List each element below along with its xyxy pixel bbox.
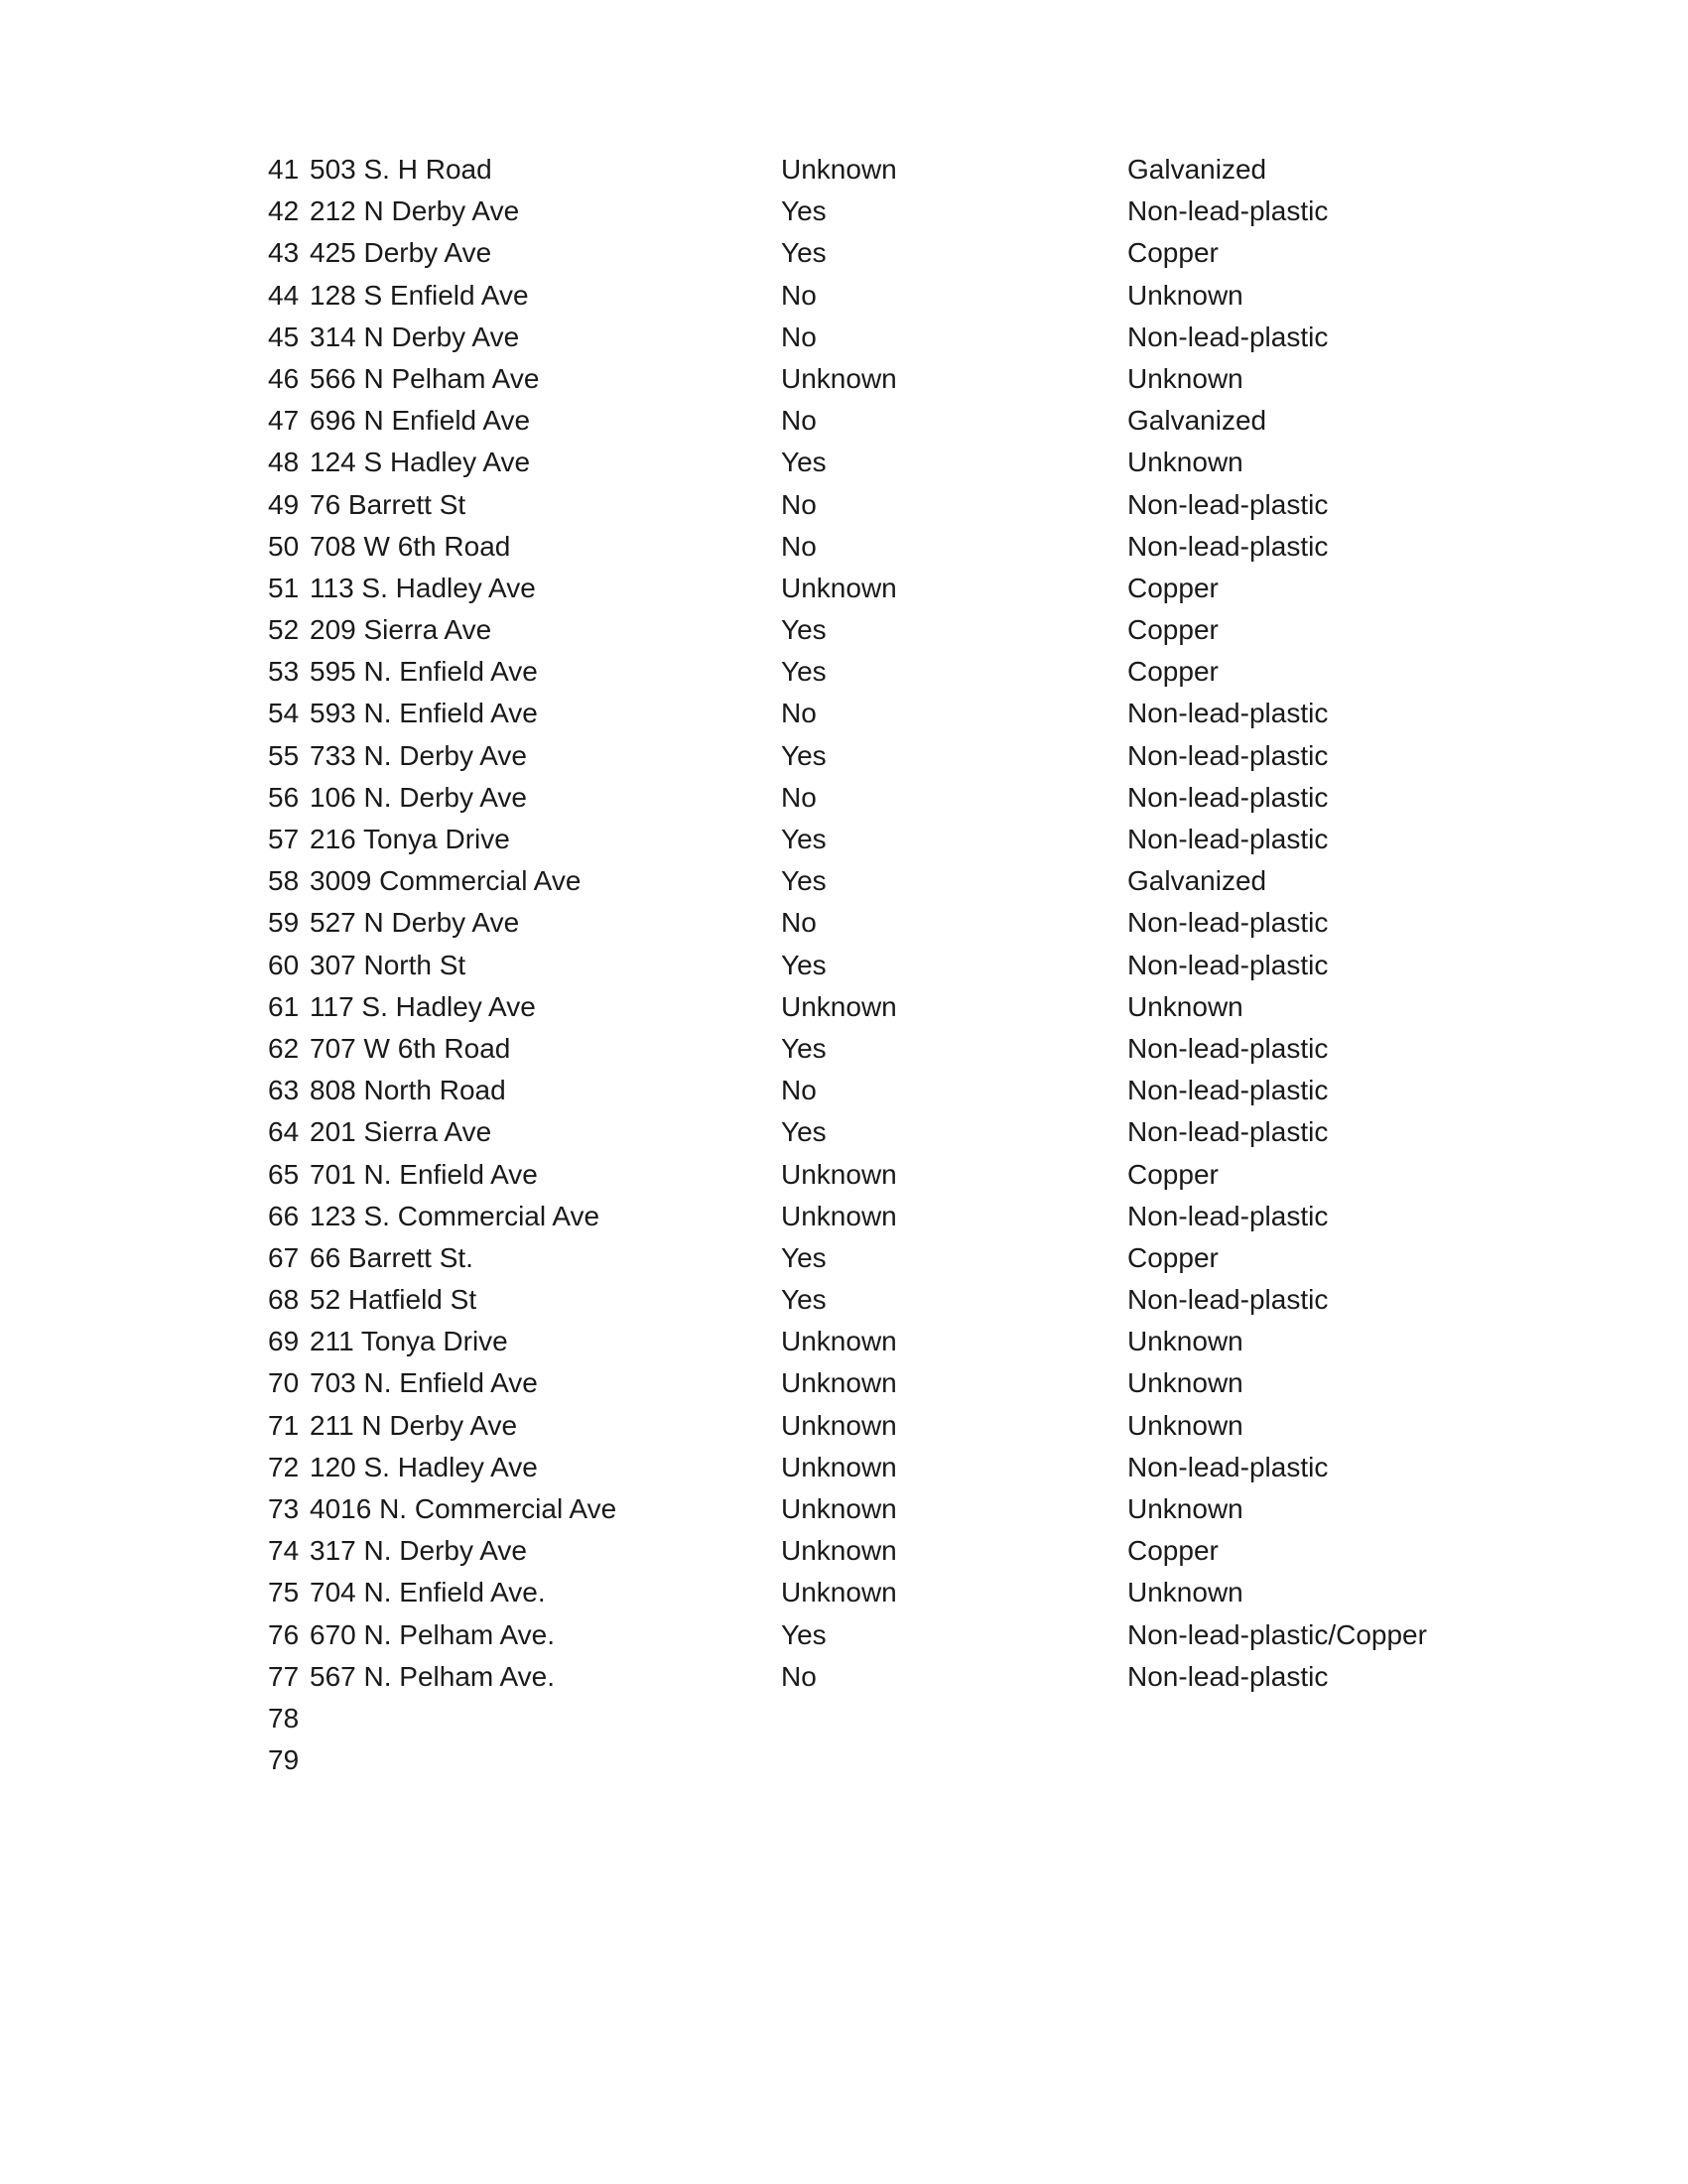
address-cell: 76 Barrett St [310, 488, 466, 520]
status-cell: Unknown [781, 1577, 897, 1608]
address-cell: 66 Barrett St. [310, 1241, 473, 1273]
table-row [268, 1488, 1459, 1530]
material-cell: Non-lead-plastic [1127, 1075, 1329, 1106]
material-cell: Unknown [1127, 279, 1243, 311]
table-row [268, 1070, 1459, 1111]
status-cell: No [781, 488, 817, 520]
status-cell: Yes [781, 447, 827, 478]
material-cell: Non-lead-plastic [1127, 781, 1329, 813]
row-number: 46 [268, 362, 300, 394]
material-cell: Non-lead-plastic [1127, 1660, 1329, 1692]
material-cell: Copper [1127, 614, 1219, 646]
row-number: 79 [268, 1744, 300, 1776]
material-cell: Non-lead-plastic [1127, 1032, 1329, 1064]
row-number: 57 [268, 824, 300, 854]
material-cell: Unknown [1127, 1493, 1243, 1524]
material-cell: Unknown [1127, 362, 1243, 394]
row-number: 43 [268, 237, 300, 269]
status-cell: Yes [781, 195, 827, 227]
table-row [268, 191, 1459, 232]
status-cell: Unknown [781, 362, 897, 394]
address-cell: 566 N Pelham Ave [310, 362, 540, 394]
material-cell: Non-lead-plastic [1127, 1116, 1329, 1148]
address-cell: 3009 Commercial Ave [310, 865, 582, 897]
table-row [268, 777, 1459, 819]
material-cell: Non-lead-plastic [1127, 907, 1329, 939]
material-cell: Galvanized [1127, 405, 1267, 437]
status-cell: No [781, 907, 817, 939]
table-row [268, 400, 1459, 442]
row-number: 71 [268, 1409, 300, 1441]
row-number: 67 [268, 1241, 300, 1273]
address-cell: 307 North St [310, 949, 466, 980]
row-number: 53 [268, 656, 300, 688]
material-cell: Copper [1127, 1241, 1219, 1273]
status-cell: Unknown [781, 154, 897, 185]
address-cell: 4016 N. Commercial Ave [310, 1493, 617, 1524]
address-cell: 120 S. Hadley Ave [310, 1451, 538, 1482]
table-row [268, 651, 1459, 693]
material-cell: Non-lead-plastic [1127, 1451, 1329, 1482]
status-cell: Yes [781, 1618, 827, 1650]
status-cell: Unknown [781, 1493, 897, 1524]
status-cell: Yes [781, 1241, 827, 1273]
status-cell: Yes [781, 949, 827, 980]
table-row [268, 149, 1459, 191]
row-number: 55 [268, 739, 300, 771]
material-cell: Unknown [1127, 1367, 1243, 1399]
table-row [268, 484, 1459, 526]
material-cell: Non-lead-plastic [1127, 321, 1329, 352]
row-number: 63 [268, 1075, 300, 1106]
material-cell: Non-lead-plastic [1127, 949, 1329, 980]
row-number: 66 [268, 1200, 300, 1231]
status-cell: No [781, 1660, 817, 1692]
status-cell: Yes [781, 1284, 827, 1316]
address-cell: 808 North Road [310, 1075, 506, 1106]
status-cell: No [781, 698, 817, 729]
status-cell: Yes [781, 1032, 827, 1064]
row-number: 54 [268, 698, 300, 729]
table-row [268, 693, 1459, 734]
row-number: 47 [268, 405, 300, 437]
address-cell: 211 Tonya Drive [310, 1326, 508, 1357]
row-number: 68 [268, 1284, 300, 1316]
status-cell: No [781, 279, 817, 311]
material-cell: Copper [1127, 237, 1219, 269]
row-number: 64 [268, 1116, 300, 1148]
material-cell: Non-lead-plastic [1127, 195, 1329, 227]
address-cell: 106 N. Derby Ave [310, 781, 527, 813]
address-cell: 317 N. Derby Ave [310, 1535, 527, 1567]
material-cell: Copper [1127, 1535, 1219, 1567]
table-row [268, 1154, 1459, 1196]
status-cell: Yes [781, 237, 827, 269]
table-row [268, 819, 1459, 860]
address-cell: 216 Tonya Drive [310, 824, 510, 854]
material-cell: Galvanized [1127, 865, 1267, 897]
table-row [268, 1196, 1459, 1237]
status-cell: Yes [781, 614, 827, 646]
table-row [268, 902, 1459, 944]
status-cell: Unknown [781, 1367, 897, 1399]
row-number: 61 [268, 990, 300, 1022]
row-number: 62 [268, 1032, 300, 1064]
address-cell: 503 S. H Road [310, 154, 492, 185]
address-cell: 707 W 6th Road [310, 1032, 511, 1064]
address-cell: 595 N. Enfield Ave [310, 656, 538, 688]
address-cell: 117 S. Hadley Ave [310, 990, 536, 1022]
address-cell: 52 Hatfield St [310, 1284, 477, 1316]
material-cell: Unknown [1127, 1409, 1243, 1441]
material-cell: Unknown [1127, 990, 1243, 1022]
address-cell: 708 W 6th Road [310, 530, 511, 562]
status-cell: Unknown [781, 1326, 897, 1357]
status-cell: Yes [781, 865, 827, 897]
status-cell: Unknown [781, 1409, 897, 1441]
material-cell: Non-lead-plastic [1127, 1284, 1329, 1316]
table-row [268, 1028, 1459, 1070]
row-number: 69 [268, 1326, 300, 1357]
status-cell: Unknown [781, 1451, 897, 1482]
row-number: 70 [268, 1367, 300, 1399]
table-row [268, 1698, 1459, 1739]
table-row [268, 735, 1459, 777]
table-row [268, 1739, 1459, 1781]
address-cell: 593 N. Enfield Ave [310, 698, 538, 729]
address-cell: 701 N. Enfield Ave [310, 1158, 538, 1190]
row-number: 56 [268, 781, 300, 813]
row-number: 51 [268, 572, 300, 603]
row-number: 49 [268, 488, 300, 520]
table-row [268, 442, 1459, 483]
table-row [268, 1321, 1459, 1362]
table-row [268, 609, 1459, 651]
table-row [268, 1362, 1459, 1404]
address-cell: 527 N Derby Ave [310, 907, 520, 939]
address-cell: 703 N. Enfield Ave [310, 1367, 538, 1399]
row-number: 72 [268, 1451, 300, 1482]
material-cell: Non-lead-plastic [1127, 488, 1329, 520]
row-number: 75 [268, 1577, 300, 1608]
material-cell: Non-lead-plastic [1127, 698, 1329, 729]
material-cell: Unknown [1127, 447, 1243, 478]
row-number: 76 [268, 1618, 300, 1650]
table-row [268, 568, 1459, 609]
table-row [268, 1530, 1459, 1572]
status-cell: No [781, 321, 817, 352]
row-number: 44 [268, 279, 300, 311]
status-cell: Unknown [781, 1535, 897, 1567]
address-cell: 201 Sierra Ave [310, 1116, 492, 1148]
table-row [268, 986, 1459, 1028]
status-cell: Unknown [781, 1200, 897, 1231]
address-cell: 704 N. Enfield Ave. [310, 1577, 546, 1608]
address-cell: 314 N Derby Ave [310, 321, 520, 352]
table-row [268, 1447, 1459, 1488]
material-cell: Non-lead-plastic [1127, 530, 1329, 562]
material-cell: Unknown [1127, 1326, 1243, 1357]
material-cell: Copper [1127, 656, 1219, 688]
row-number: 77 [268, 1660, 300, 1692]
status-cell: Yes [781, 824, 827, 854]
status-cell: Yes [781, 739, 827, 771]
address-cell: 567 N. Pelham Ave. [310, 1660, 555, 1692]
table-row [268, 860, 1459, 902]
row-number: 52 [268, 614, 300, 646]
status-cell: Unknown [781, 990, 897, 1022]
row-number: 50 [268, 530, 300, 562]
row-number: 45 [268, 321, 300, 352]
row-number: 73 [268, 1493, 300, 1524]
row-number: 58 [268, 865, 300, 897]
address-cell: 113 S. Hadley Ave [310, 572, 536, 603]
address-cell: 670 N. Pelham Ave. [310, 1618, 555, 1650]
table-row [268, 1111, 1459, 1153]
address-cell: 123 S. Commercial Ave [310, 1200, 600, 1231]
status-cell: Unknown [781, 1158, 897, 1190]
status-cell: Yes [781, 656, 827, 688]
address-cell: 211 N Derby Ave [310, 1409, 518, 1441]
status-cell: Unknown [781, 572, 897, 603]
service-line-table [268, 149, 1459, 1781]
material-cell: Galvanized [1127, 154, 1267, 185]
address-cell: 733 N. Derby Ave [310, 739, 527, 771]
table-row [268, 1279, 1459, 1321]
table-row [268, 1237, 1459, 1279]
address-cell: 696 N Enfield Ave [310, 405, 531, 437]
table-row [268, 1572, 1459, 1613]
table-row [268, 945, 1459, 986]
material-cell: Non-lead-plastic [1127, 739, 1329, 771]
table-row [268, 317, 1459, 358]
row-number: 42 [268, 195, 300, 227]
address-cell: 128 S Enfield Ave [310, 279, 529, 311]
status-cell: No [781, 530, 817, 562]
material-cell: Non-lead-plastic [1127, 824, 1329, 854]
table-row [268, 1405, 1459, 1447]
address-cell: 124 S Hadley Ave [310, 447, 531, 478]
material-cell: Non-lead-plastic [1127, 1200, 1329, 1231]
table-row [268, 1656, 1459, 1698]
status-cell: No [781, 405, 817, 437]
table-row [268, 1614, 1459, 1656]
status-cell: No [781, 1075, 817, 1106]
status-cell: Yes [781, 1116, 827, 1148]
material-cell: Copper [1127, 572, 1219, 603]
address-cell: 425 Derby Ave [310, 237, 492, 269]
row-number: 48 [268, 447, 300, 478]
material-cell: Non-lead-plastic/Copper [1127, 1618, 1427, 1650]
table-row [268, 275, 1459, 317]
table-row [268, 232, 1459, 274]
row-number: 59 [268, 907, 300, 939]
address-cell: 212 N Derby Ave [310, 195, 520, 227]
row-number: 60 [268, 949, 300, 980]
row-number: 65 [268, 1158, 300, 1190]
row-number: 74 [268, 1535, 300, 1567]
table-row [268, 526, 1459, 568]
address-cell: 209 Sierra Ave [310, 614, 492, 646]
row-number: 78 [268, 1702, 300, 1734]
status-cell: No [781, 781, 817, 813]
material-cell: Unknown [1127, 1577, 1243, 1608]
table-row [268, 358, 1459, 400]
material-cell: Copper [1127, 1158, 1219, 1190]
row-number: 41 [268, 154, 300, 185]
